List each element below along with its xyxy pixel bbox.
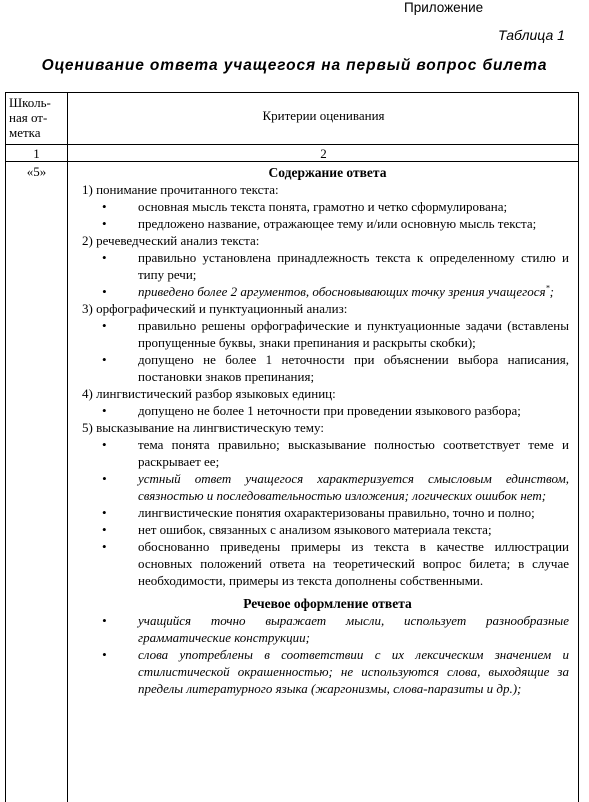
footnote-mark: * [545, 283, 550, 293]
criterion-item-1: 1) понимание прочитанного текста: [82, 182, 279, 197]
bullet-text: устный ответ учащегося характеризуется смысловым единством, связностью и последовательностью изложения; логических ошибок нет; [138, 471, 569, 503]
bullet-item [82, 470, 573, 504]
bullet-icon: • [102, 471, 107, 486]
bullet-item [82, 283, 573, 300]
bullet-icon: • [102, 352, 107, 367]
bullet-text: нет ошибок, связанных с анализом языкового материала текста; [138, 522, 492, 537]
bullet-text: учащийся точно выражает мысли, использует разнообразные грамматические конструкции; [138, 613, 569, 645]
bullet-item [82, 612, 573, 646]
grade-cell: «5» [26, 164, 47, 179]
bullet-item [82, 351, 573, 385]
bullet-icon: • [102, 250, 107, 265]
bullet-item [82, 198, 573, 215]
bullet-item [82, 436, 573, 470]
bullet-item [82, 538, 573, 589]
bullet-text-tail: ; [549, 284, 554, 299]
table-title: Оценивание ответа учащегося на первый вопрос билета [41, 57, 548, 74]
column-divider [67, 93, 68, 802]
bullet-icon: • [102, 284, 107, 299]
bullet-icon: • [102, 505, 107, 520]
bullet-item [82, 521, 573, 538]
bullet-text: слова употреблены в соответствии с их лексическим значением и стилистической окрашенностью; не используются слова, выходящие за пределы литературного языка (жаргонизмы, слова-паразиты и др.); [138, 647, 569, 696]
table-number: Таблица 1 [498, 27, 565, 43]
bullet-text: основная мысль текста понята, грамотно и четко сформулирована; [138, 199, 508, 214]
header-divider [6, 144, 578, 145]
criterion-item-2: 2) речеведческий анализ текста: [82, 233, 260, 248]
column-number-2: 2 [320, 146, 327, 161]
section-speech-heading: Речевое оформление ответа [243, 596, 412, 611]
criterion-item-5: 5) высказывание на лингвистическую тему: [82, 420, 324, 435]
bullet-icon: • [102, 613, 107, 628]
bullet-text: приведено более 2 аргументов, обосновывающих точку зрения учащегося [138, 284, 546, 299]
bullet-item [82, 215, 573, 232]
bullet-text: правильно установлена принадлежность текста к определенному стилю и типу речи; [138, 250, 569, 282]
criterion-item-4: 4) лингвистический разбор языковых единиц: [82, 386, 336, 401]
bullet-text: правильно решены орфографические и пунктуационные задачи (вставлены пропущенные буквы, знаки препинания и раскрыты скобки); [138, 318, 569, 350]
bullet-item [82, 504, 573, 521]
bullet-icon: • [102, 539, 107, 554]
bullet-icon: • [102, 403, 107, 418]
criteria-content [82, 164, 573, 697]
bullet-item [82, 317, 573, 351]
bullet-text: тема понята правильно; высказывание полностью соответствует теме и раскрывает ее; [138, 437, 569, 469]
appendix-label: Приложение [404, 0, 484, 15]
bullet-icon: • [102, 437, 107, 452]
column-number-1: 1 [33, 146, 40, 161]
criteria-column-header: Критерии оценивания [262, 108, 385, 123]
bullet-text: допущено не более 1 неточности при проведении языкового разбора; [138, 403, 521, 418]
bullet-icon: • [102, 647, 107, 662]
bullet-item [82, 249, 573, 283]
grade-column-header [9, 95, 65, 140]
bullet-icon: • [102, 199, 107, 214]
bullet-item [82, 646, 573, 697]
bullet-text: предложено название, отражающее тему и/или основную мысль текста; [138, 216, 537, 231]
criterion-item-3: 3) орфографический и пунктуационный анализ: [82, 301, 348, 316]
bullet-text: обоснованно приведены примеры из текста в качестве иллюстрации основных положений ответа на теоретический вопрос билета; в случае необходимости, примеры из текста дополнены собственными. [138, 539, 569, 588]
bullet-text: допущено не более 1 неточности при объяснении выбора написания, постановки знаков препинания; [138, 352, 569, 384]
bullet-icon: • [102, 216, 107, 231]
bullet-icon: • [102, 522, 107, 537]
bullet-text: лингвистические понятия охарактеризованы правильно, точно и полно; [138, 505, 535, 520]
bullet-item [82, 402, 573, 419]
section-content-heading: Содержание ответа [268, 165, 387, 180]
bullet-icon: • [102, 318, 107, 333]
grade-header-text: Школь- ная от- метка [9, 95, 51, 140]
